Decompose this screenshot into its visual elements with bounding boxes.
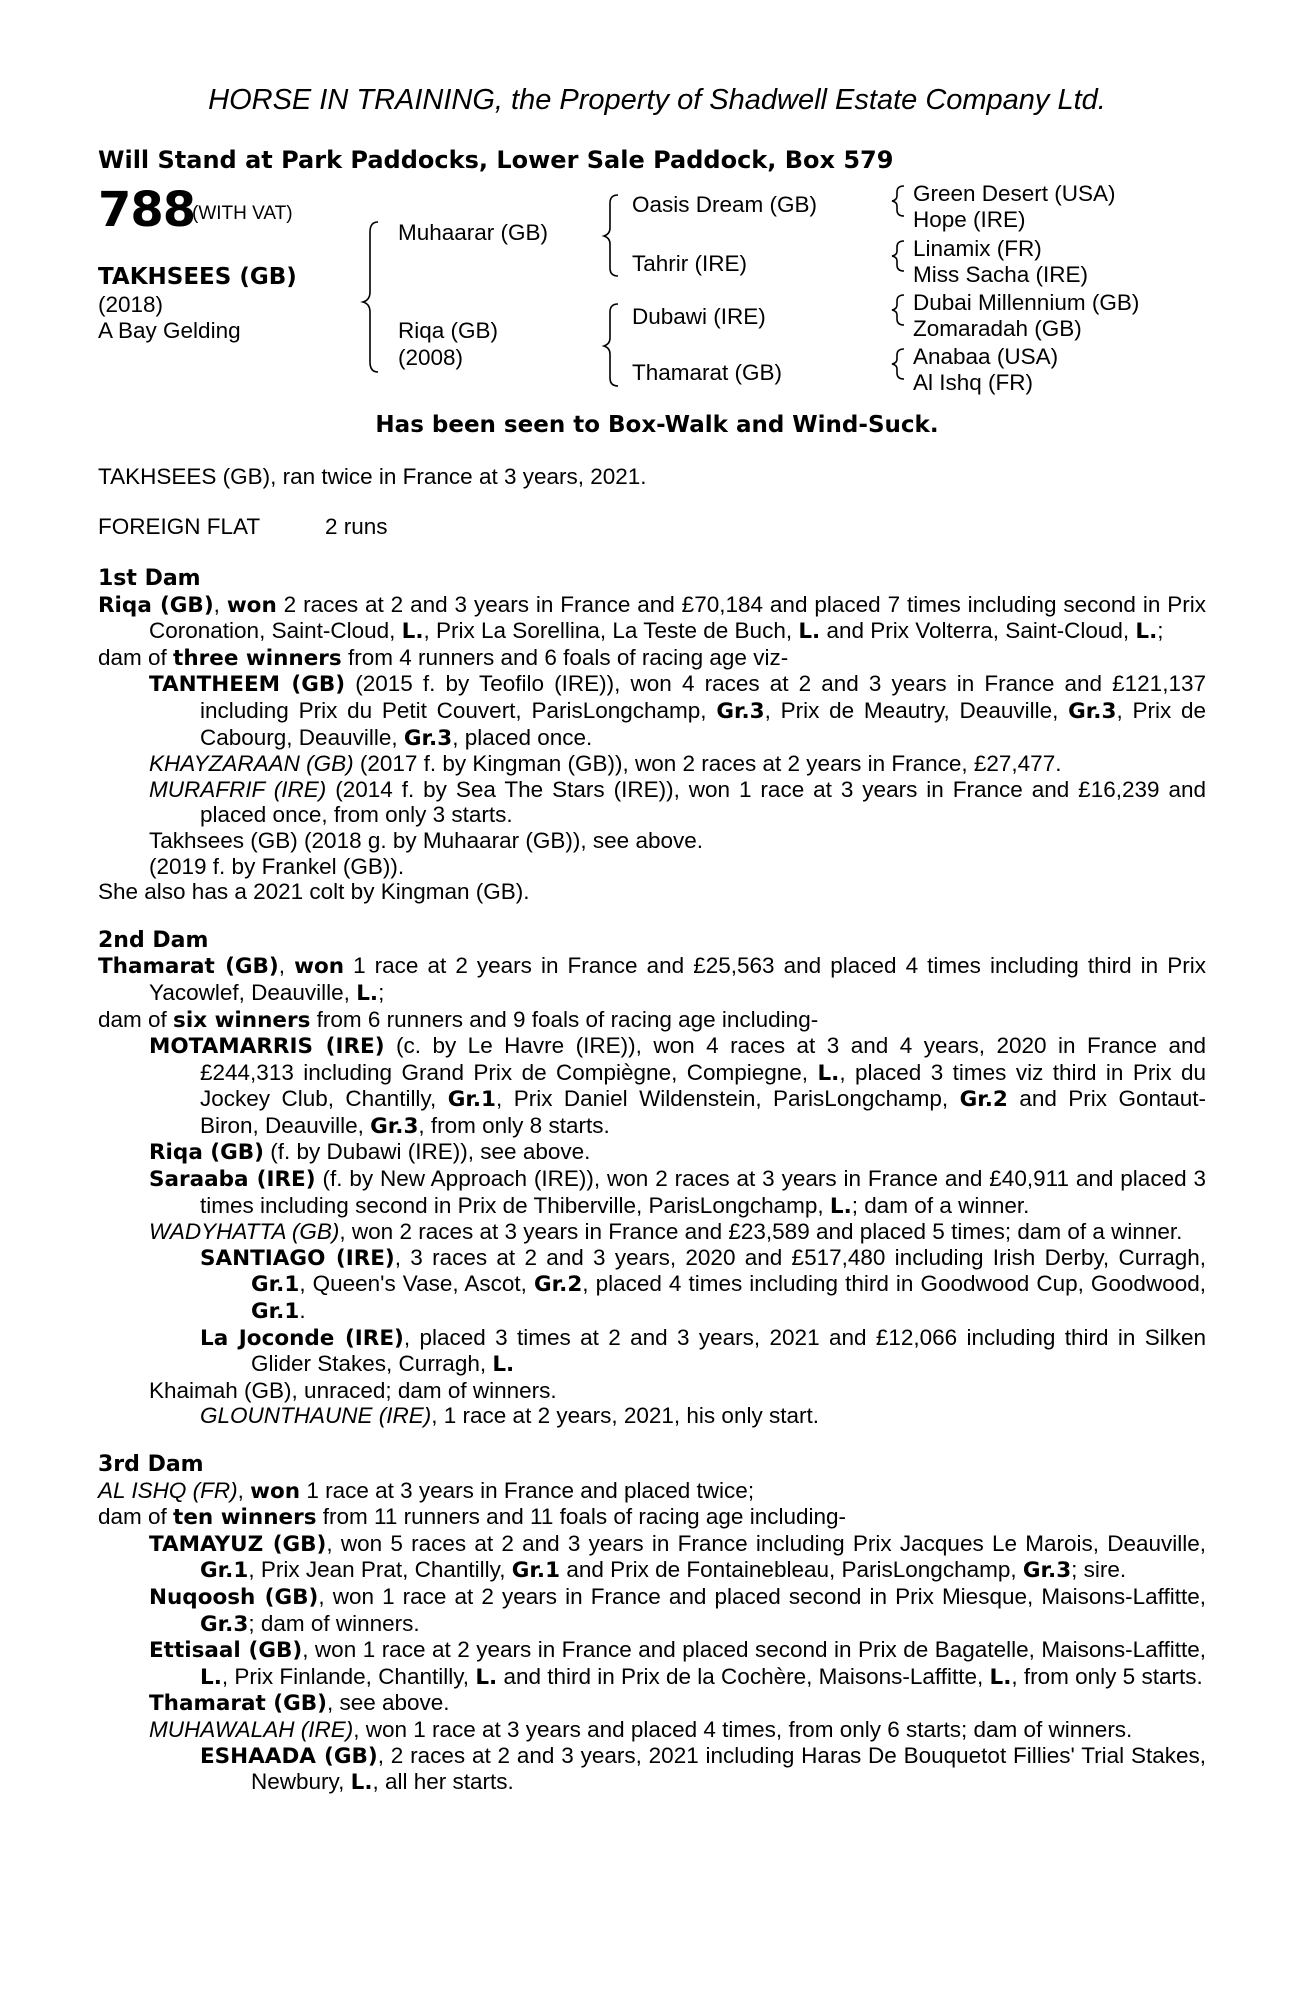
dam3-produce-ettisaal: Ettisaal (GB), won 1 race at 2 years in France and placed second in Prix de Bagatelle, Maisons-Laffitte, L., Prix Finlande, Chantilly, L. and third in Prix de la Cochère, Maisons-Laffitte, L., from only 5 starts. — [149, 1637, 1206, 1690]
bracket-g3-4 — [892, 349, 904, 379]
pedigree-gen3-1: Green Desert (USA) — [913, 181, 1116, 206]
bracket-g3-1 — [892, 186, 904, 216]
pedigree-gen2-4: Thamarat (GB) — [632, 360, 783, 385]
pedigree-gen2-3: Dubawi (IRE) — [632, 304, 766, 329]
bracket-sire — [604, 195, 618, 276]
dam1-record: Riqa (GB), won 2 races at 2 and 3 years in France and £70,184 and placed 7 times including second in Prix Coronation, Saint-Cloud, L., Prix La Sorellina, La Teste de Buch, L. and Prix Volterra, Saint-Cloud, L.; — [98, 591, 1206, 645]
dam3-produce-muhawalah: MUHAWALAH (IRE), won 1 race at 3 years and placed 4 times, from only 6 starts; dam of winners. — [149, 1716, 1133, 1742]
horse-description: A Bay Gelding — [98, 318, 241, 343]
dam1-produce-intro: dam of three winners from 4 runners and 6 foals of racing age viz- — [98, 644, 789, 671]
dam1-colt: She also has a 2021 colt by Kingman (GB). — [98, 879, 530, 905]
dam2-produce-motamarris: MOTAMARRIS (IRE) (c. by Le Havre (IRE)), won 4 races at 3 and 4 years, 2020 in France and £244,313 including Grand Prix de Compiègne, Compiegne, L., placed 3 times viz third in Prix du Jockey Club, Chantilly, Gr.1, Prix Daniel Wildenstein, ParisLongchamp, Gr.2 and Prix Gontaut-Biron, Deauville, Gr.3, from only 8 starts. — [149, 1033, 1207, 1139]
dam2-record: Thamarat (GB), won 1 race at 2 years in France and £25,563 and placed 4 times including third in Prix Yacowlef, Deauville, L.; — [98, 953, 1206, 1006]
pedigree-gen3-7: Anabaa (USA) — [913, 344, 1059, 369]
horse-year: (2018) — [98, 292, 164, 317]
bracket-g3-3 — [892, 295, 904, 325]
foreign-flat-label: FOREIGN FLAT — [98, 514, 261, 539]
foreign-flat-value: 2 runs — [325, 514, 388, 539]
vice-notice: Has been seen to Box-Walk and Wind-Suck. — [375, 412, 939, 438]
pedigree-gen3-6: Zomaradah (GB) — [913, 316, 1082, 341]
bracket-g3-2 — [892, 241, 904, 271]
dam3-produce-nuqoosh: Nuqoosh (GB), won 1 race at 2 years in France and placed second in Prix Miesque, Maisons-Laffitte, Gr.3; dam of winners. — [149, 1583, 1206, 1637]
dam2-produce-intro: dam of six winners from 6 runners and 9 foals of racing age including- — [98, 1006, 819, 1033]
dam2-grandproduce-la-joconde: La Joconde (IRE), placed 3 times at 2 and 3 years, 2021 and £12,066 including third in Silken Glider Stakes, Curragh, L. — [200, 1324, 1206, 1378]
horse-name: TAKHSEES (GB) — [98, 264, 297, 290]
dam3-title: 3rd Dam — [98, 1452, 204, 1477]
dam2-produce-riqa: Riqa (GB) (f. by Dubawi (IRE)), see above. — [149, 1139, 591, 1166]
vat-note: (WITH VAT) — [192, 203, 293, 224]
dam1-title: 1st Dam — [98, 566, 201, 591]
dam2-produce-saraaba: Saraaba (IRE) (f. by New Approach (IRE)), won 2 races at 3 years in France and £40,911 and placed 3 times including second in Prix de Thiberville, ParisLongchamp, L.; dam of a winner. — [149, 1166, 1207, 1219]
dam1-produce-tantheem: TANTHEEM (GB) (2015 f. by Teofilo (IRE)), won 4 races at 2 and 3 years in France and £121,137 including Prix du Petit Couvert, ParisLongchamp, Gr.3, Prix de Meautry, Deauville, Gr.3, Prix de Cabourg, Deauville, Gr.3, placed once. — [149, 671, 1206, 751]
dam3-grandproduce-eshaada: ESHAADA (GB), 2 races at 2 and 3 years, 2021 including Haras De Bouquetot Fillies' Trial Stakes, Newbury, L., all her starts. — [200, 1742, 1207, 1796]
dam1-produce-murafrif: MURAFRIF (IRE) (2014 f. by Sea The Stars (IRE)), won 1 race at 3 years in France and £16,239 and placed once, from only 3 starts. — [149, 776, 1206, 828]
stand-location: Will Stand at Park Paddocks, Lower Sale Paddock, Box 579 — [98, 146, 894, 174]
pedigree-gen3-5: Dubai Millennium (GB) — [913, 290, 1140, 315]
dam1-produce-2019: (2019 f. by Frankel (GB)). — [149, 853, 405, 879]
bracket-sire-dam — [363, 222, 378, 372]
pedigree-gen3-2: Hope (IRE) — [913, 207, 1026, 232]
dam2-grandproduce-santiago: SANTIAGO (IRE), 3 races at 2 and 3 years, 2020 and £517,480 including Irish Derby, Curragh, Gr.1, Queen's Vase, Ascot, Gr.2, placed 4 times including third in Goodwood Cup, Goodwood, Gr.1. — [200, 1244, 1206, 1325]
pedigree-gen2-1: Oasis Dream (GB) — [632, 192, 818, 217]
pedigree-sire: Muhaarar (GB) — [398, 220, 549, 245]
dam-lines — [98, 566, 1206, 1796]
dam2-produce-wadyhatta: WADYHATTA (GB), won 2 races at 3 years in France and £23,589 and placed 5 times; dam of a winner. — [149, 1219, 1183, 1245]
dam3-produce-thamarat: Thamarat (GB), see above. — [149, 1690, 450, 1717]
dam1-produce-takhsees: Takhsees (GB) (2018 g. by Muhaarar (GB)), see above. — [149, 827, 703, 853]
lot-number: 788 — [98, 182, 196, 238]
dam3-produce-tamayuz: TAMAYUZ (GB), won 5 races at 2 and 3 years in France including Prix Jacques Le Marois, Deauville, Gr.1, Prix Jean Prat, Chantilly, Gr.1 and Prix de Fontainebleau, ParisLongchamp, Gr.3; sire. — [149, 1530, 1206, 1584]
pedigree-gen2-2: Tahrir (IRE) — [632, 251, 748, 276]
dam3-record: AL ISHQ (FR), won 1 race at 3 years in France and placed twice; — [98, 1477, 755, 1504]
bracket-dam — [604, 304, 618, 386]
dam2-grandproduce-glounthaune: GLOUNTHAUNE (IRE), 1 race at 2 years, 2021, his only start. — [200, 1403, 819, 1429]
dam2-produce-khaimah: Khaimah (GB), unraced; dam of winners. — [149, 1377, 557, 1403]
pedigree-dam: Riqa (GB) — [398, 318, 499, 343]
dam1-produce-khayzaraan: KHAYZARAAN (GB) (2017 f. by Kingman (GB)), won 2 races at 2 years in France, £27,477. — [149, 751, 1062, 777]
page-header: HORSE IN TRAINING, the Property of Shadwell Estate Company Ltd. — [208, 84, 1106, 116]
pedigree-gen3-8: Al Ishq (FR) — [913, 370, 1034, 395]
dam2-title: 2nd Dam — [98, 927, 209, 953]
dam3-produce-intro: dam of ten winners from 11 runners and 11 foals of racing age including- — [98, 1504, 847, 1531]
pedigree-gen3-3: Linamix (FR) — [913, 236, 1042, 261]
pedigree-gen3-4: Miss Sacha (IRE) — [913, 262, 1089, 287]
race-summary: TAKHSEES (GB), ran twice in France at 3 years, 2021. — [98, 464, 647, 489]
pedigree-dam-year: (2008) — [398, 345, 464, 370]
